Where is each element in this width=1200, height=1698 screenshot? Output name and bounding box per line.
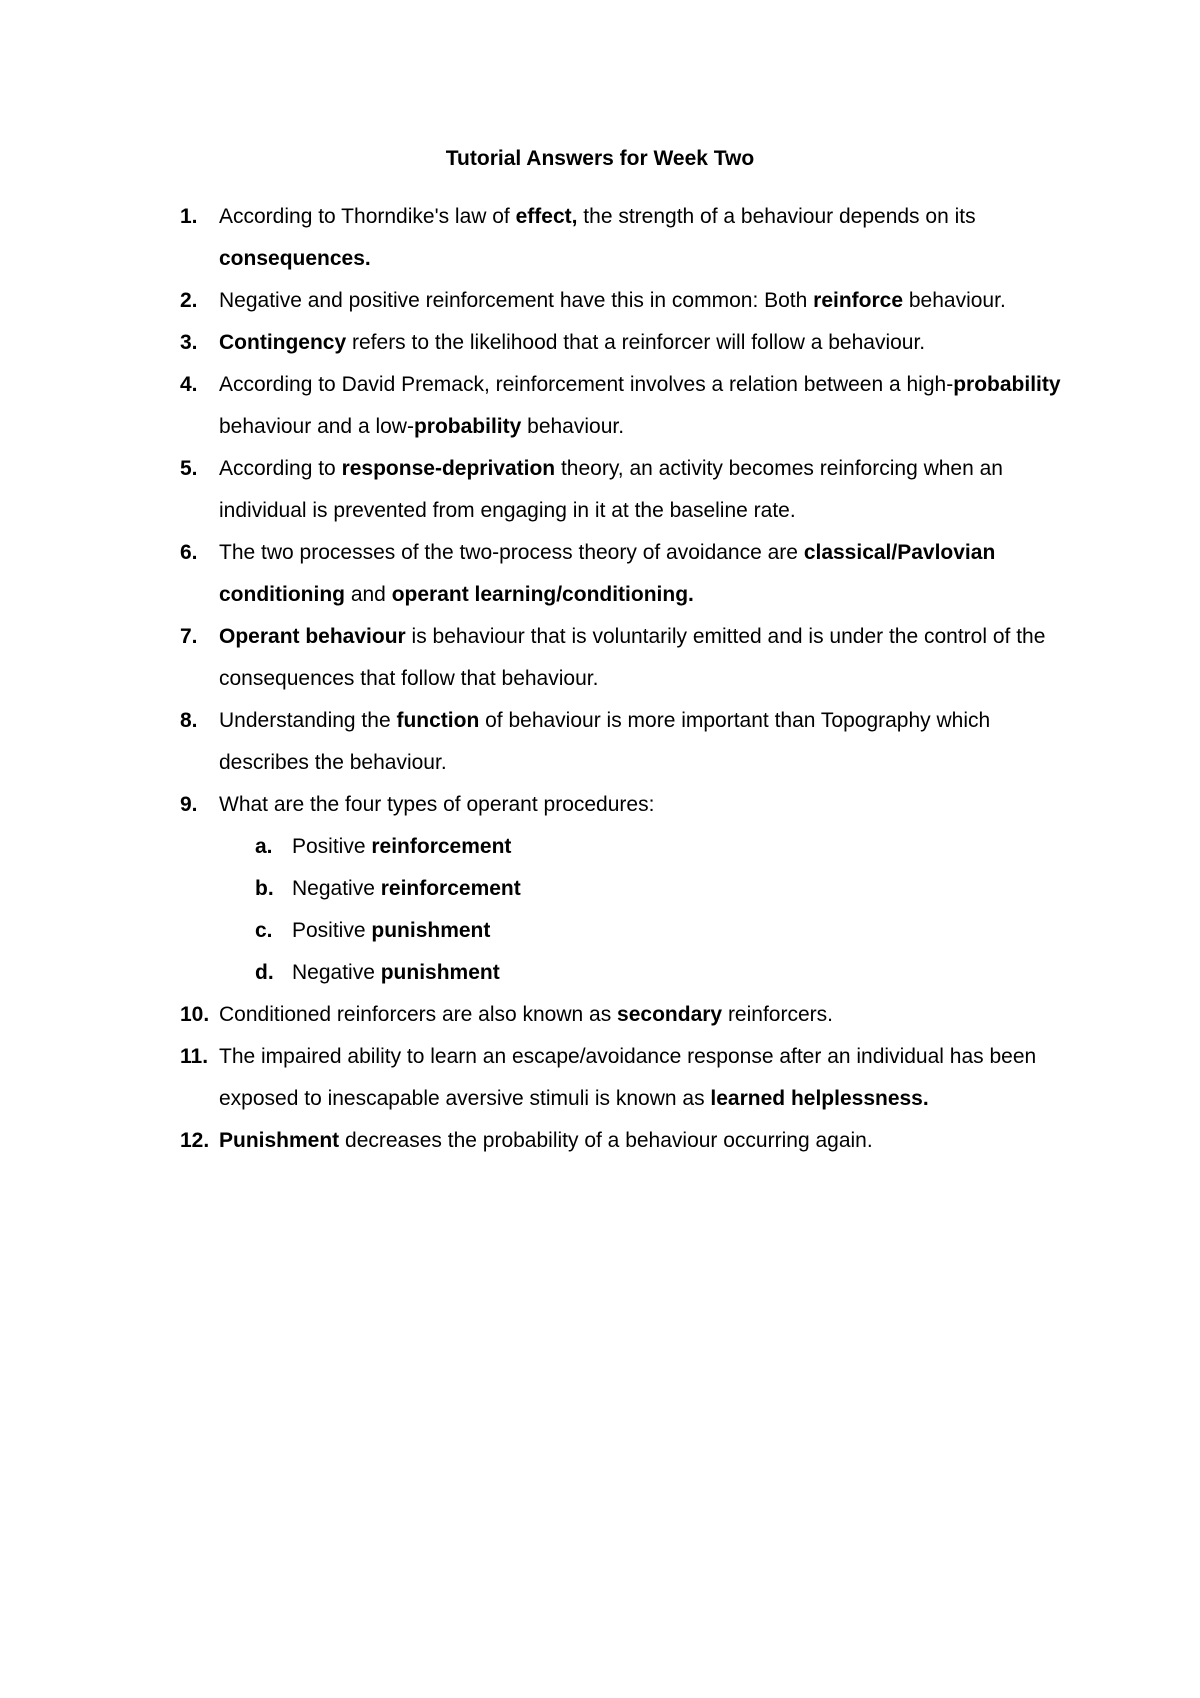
answer-text: Understanding the [219,709,397,732]
bold-answer-text: learned helplessness. [710,1087,929,1110]
bold-answer-text: reinforce [813,289,904,312]
item-text [219,322,1081,364]
answer-subitem [0,952,1200,994]
subitem-letter: d. [255,961,274,984]
answer-text: According to David Premack, reinforcement involves a relation between a high- [219,373,954,396]
subitem-letter: a. [255,835,273,858]
item-text [219,448,1081,532]
subitem-text [292,952,1072,994]
item-number: 5. [180,457,198,480]
bold-answer-text: punishment [380,961,500,984]
answer-text: The two processes of the two-process theory of avoidance are [219,541,804,564]
answer-item [0,196,1200,280]
bold-answer-text: Operant behaviour [219,625,406,648]
bold-answer-text: probability [413,415,522,438]
answer-text: Negative [292,877,381,900]
answer-text: the strength of a behaviour depends on its [577,205,976,228]
answer-text: What are the four types of operant procedures: [219,793,655,816]
answer-text: theory, an activity becomes reinforcing when an individual is prevented from engaging in it at the baseline rate. [219,457,1003,522]
answer-text: Negative and positive reinforcement have this in common: Both [219,289,814,312]
item-number: 10. [180,1003,210,1026]
item-number: 11. [180,1045,209,1068]
bold-answer-text: secondary [617,1003,723,1026]
item-text [219,1120,1081,1162]
item-text [219,280,1081,322]
bold-answer-text: operant learning/conditioning. [391,583,694,606]
item-text [219,784,1081,826]
subitem-letter: c. [255,919,273,942]
item-text [219,700,1081,784]
subitem-letter: b. [255,877,274,900]
answer-item [0,1120,1200,1162]
answer-item [0,784,1200,826]
subitem-text [292,868,1072,910]
item-text [219,364,1081,448]
item-number: 1. [180,205,198,228]
answer-text: of behaviour is more important than Topography which describes the behaviour. [219,709,991,774]
bold-answer-text: Punishment [219,1129,340,1152]
bold-answer-text: punishment [371,919,491,942]
bold-answer-text: probability [953,373,1061,396]
item-number: 7. [180,625,198,648]
item-number: 12. [180,1129,210,1152]
answer-item [0,1036,1200,1120]
answer-subitem [0,910,1200,952]
answer-list [0,196,1200,1162]
answer-text: reinforcers. [722,1003,833,1026]
item-number: 8. [180,709,198,732]
item-number: 2. [180,289,198,312]
bold-answer-text: reinforcement [371,835,512,858]
answer-item [0,280,1200,322]
subitem-text [292,826,1072,868]
answer-text: is behaviour that is voluntarily emitted and is under the control of the consequences that follow that behaviour. [219,625,1046,690]
answer-item [0,448,1200,532]
answer-text: The impaired ability to learn an escape/avoidance response after an individual has been exposed to inescapable aversive stimuli is known as [219,1045,1037,1110]
item-text [219,1036,1081,1120]
answer-item [0,994,1200,1036]
answer-subitem [0,826,1200,868]
answer-text: According to [219,457,342,480]
bold-answer-text: classical/Pavlovian conditioning [219,541,996,606]
answer-text: Negative [292,961,381,984]
item-text [219,994,1081,1036]
answer-text: behaviour and a low- [219,415,414,438]
answer-text: Positive [292,919,372,942]
answer-item [0,616,1200,700]
item-number: 3. [180,331,198,354]
answer-item [0,322,1200,364]
subitem-text [292,910,1072,952]
item-text [219,196,1081,280]
bold-answer-text: function [396,709,480,732]
answer-subitem [0,868,1200,910]
item-text [219,616,1081,700]
bold-answer-text: response-deprivation [341,457,556,480]
item-text [219,532,1081,616]
document-title: Tutorial Answers for Week Two [445,147,755,170]
bold-answer-text: Contingency [219,331,347,354]
bold-answer-text: reinforcement [380,877,521,900]
answer-text: Positive [292,835,372,858]
item-number: 4. [180,373,198,396]
answer-text: and [344,583,392,606]
answer-text: refers to the likelihood that a reinforcer will follow a behaviour. [346,331,926,354]
answer-text: behaviour. [521,415,625,438]
answer-item [0,532,1200,616]
answer-item [0,700,1200,784]
bold-answer-text: effect, [515,205,578,228]
answer-item [0,364,1200,448]
answer-text: behaviour. [903,289,1006,312]
bold-answer-text: consequences. [219,247,371,270]
answer-text: According to Thorndike's law of [219,205,516,228]
item-number: 9. [180,793,198,816]
item-number: 6. [180,541,198,564]
answer-text: Conditioned reinforcers are also known as [219,1003,618,1026]
answer-text: decreases the probability of a behaviour occurring again. [339,1129,873,1152]
